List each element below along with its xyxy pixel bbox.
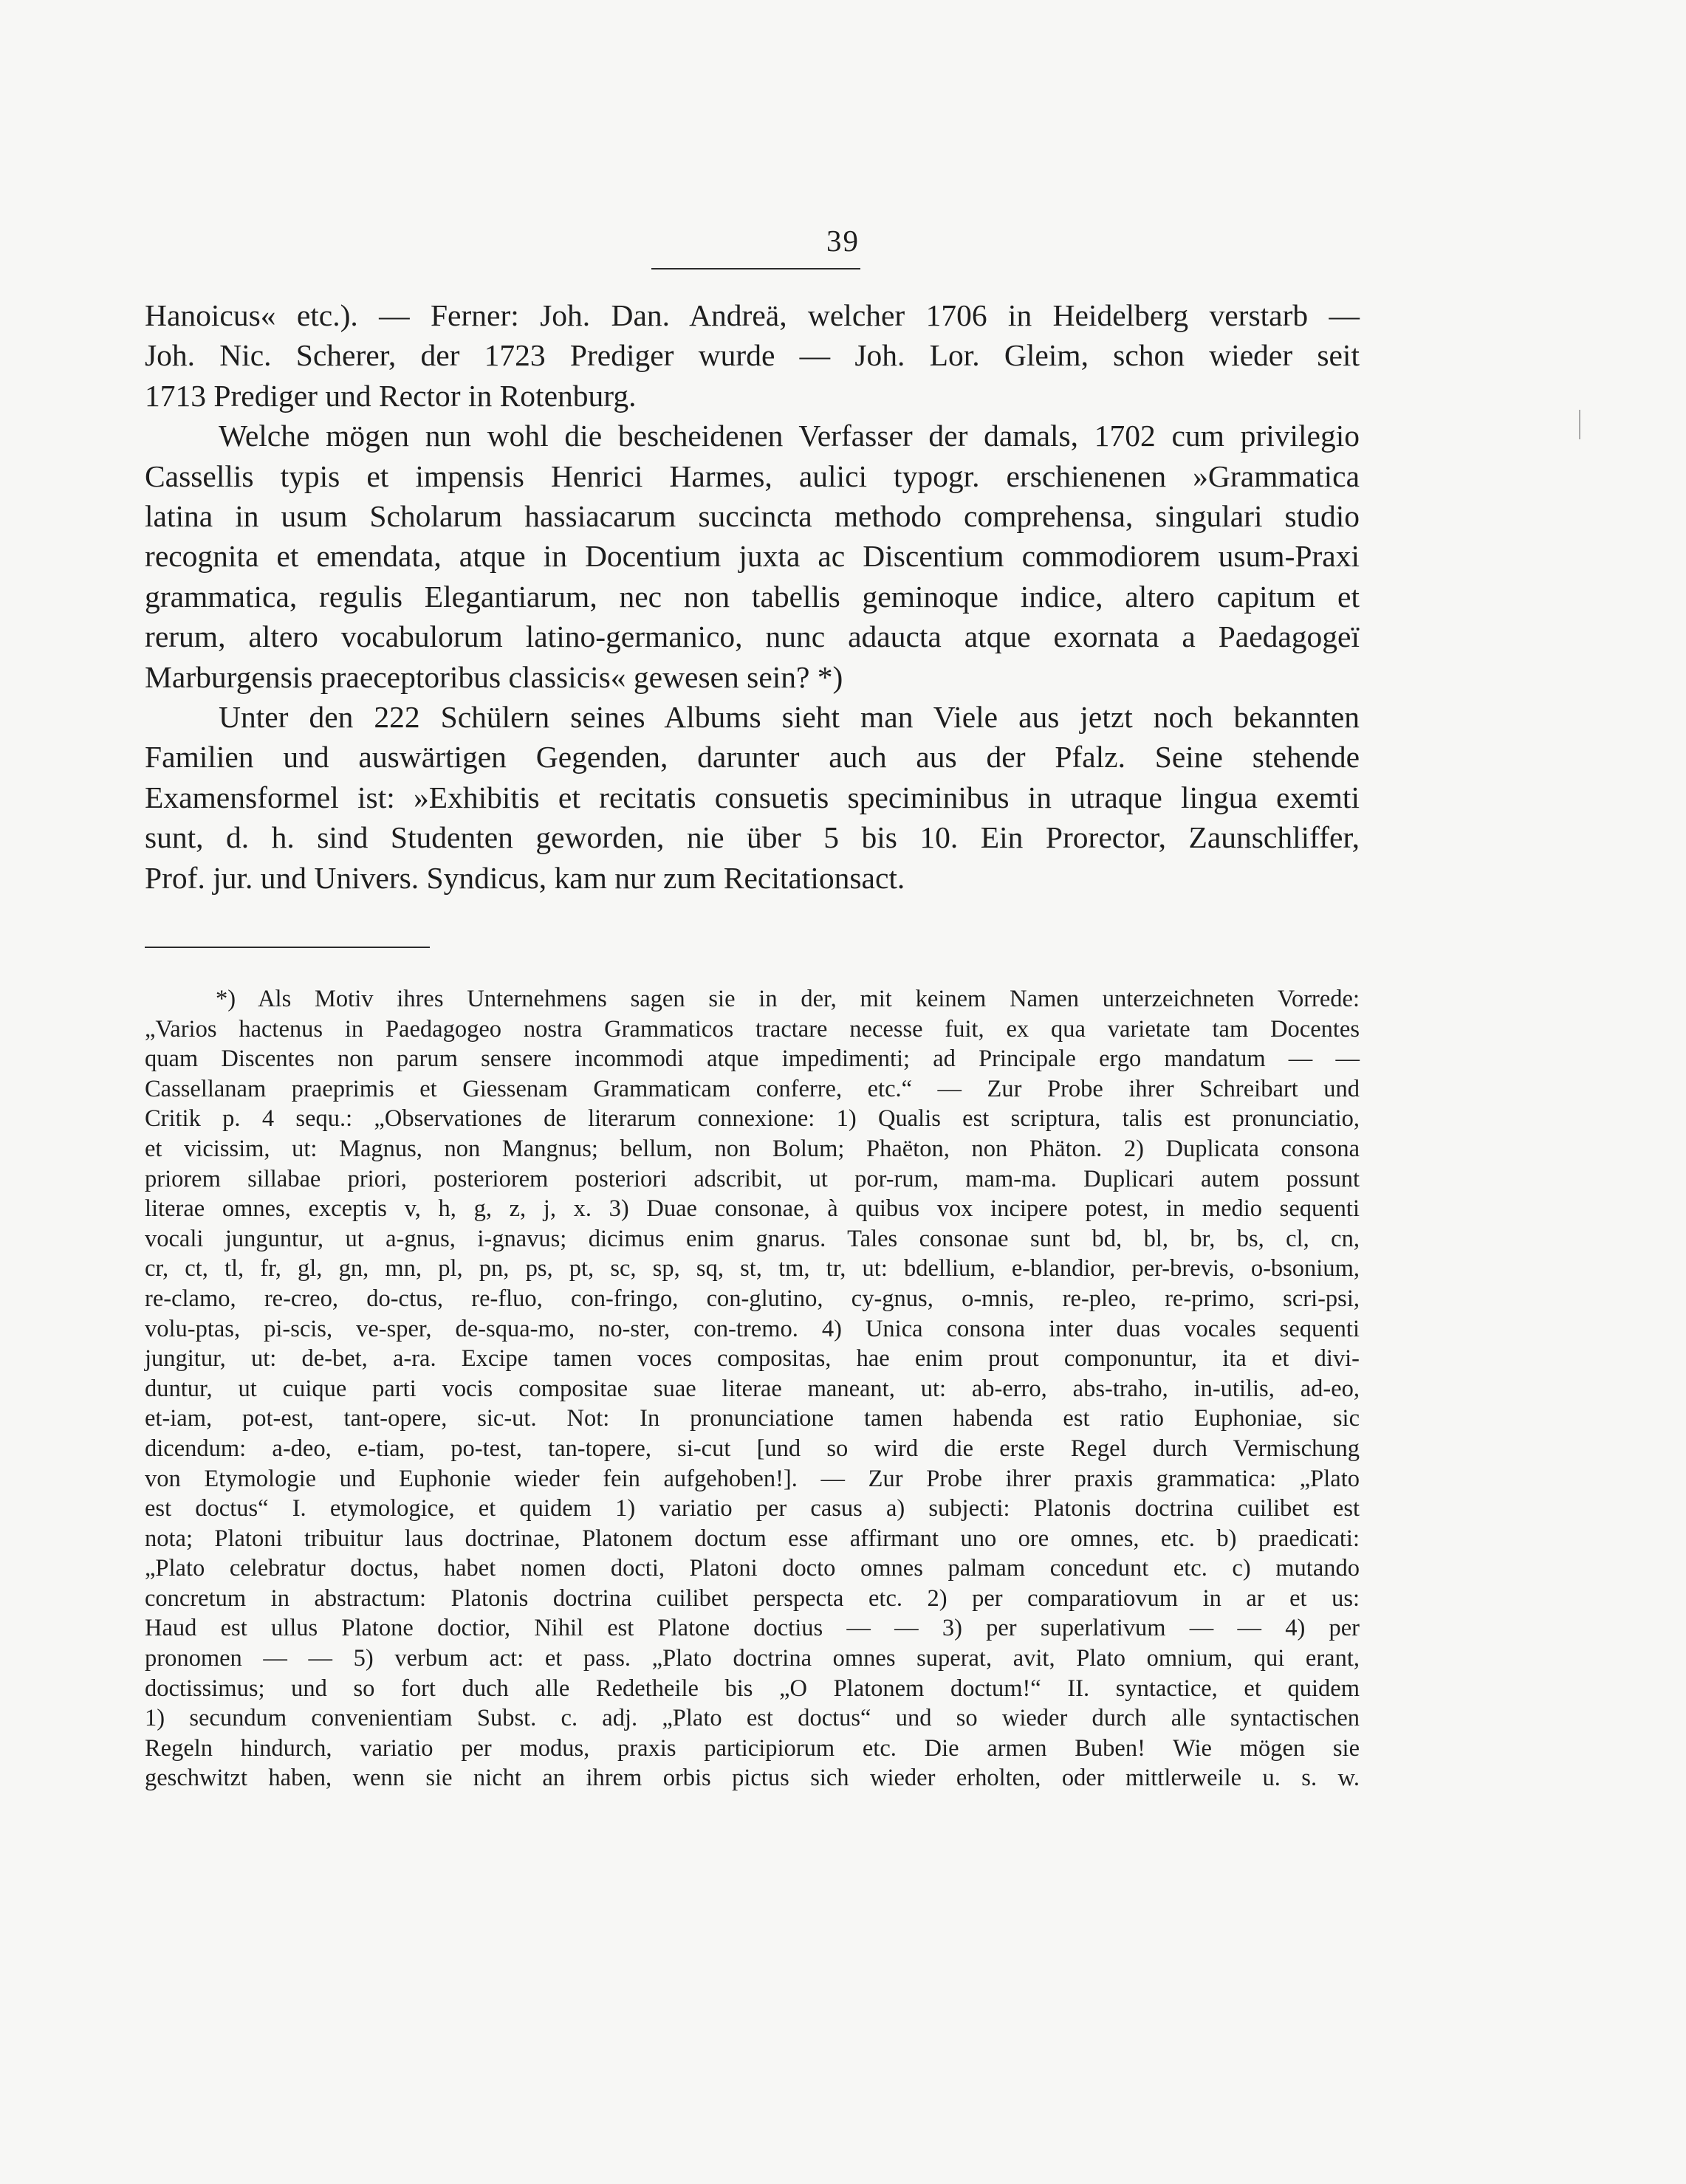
footnote-line: nota; Platoni tribuitur laus doctrinae, Platonem doctum esse affirmant uno ore omnes, etc. b) praedicati: bbox=[145, 1525, 1360, 1552]
page-number: 39 bbox=[826, 224, 860, 258]
main-line: Cassellis typis et impensis Henrici Harmes, aulici typogr. erschienenen »Grammatica bbox=[145, 459, 1360, 493]
footnote-line: volu-ptas, pi-scis, ve-sper, de-squa-mo, no-ster, con-tremo. 4) Unica consona inter duas vocales sequenti bbox=[145, 1315, 1360, 1342]
footnote-rule bbox=[145, 947, 430, 948]
footnote-line: Haud est ullus Platone doctior, Nihil est Platone doctius — — 3) per superlativum — — 4) per bbox=[145, 1615, 1360, 1642]
main-line: 1713 Prediger und Rector in Rotenburg. bbox=[145, 378, 637, 413]
footnote-line: quam Discentes non parum sensere incommodi atque impedimenti; ad Principale ergo mandatum — — bbox=[145, 1045, 1360, 1073]
footnote-line: von Etymologie und Euphonie wieder fein aufgehoben!]. — Zur Probe ihrer praxis grammatica: „Plato bbox=[145, 1465, 1360, 1492]
header-rule bbox=[651, 268, 860, 269]
main-line: sunt, d. h. sind Studenten geworden, nie über 5 bis 10. Ein Prorector, Zaunschliffer, bbox=[145, 820, 1360, 855]
footnote-line: duntur, ut cuique parti vocis compositae suae literae maneant, ut: ab-erro, abs-traho, in-utilis, ad-eo, bbox=[145, 1375, 1360, 1402]
footnote-line: literae omnes, exceptis v, h, g, z, j, x. 3) Duae consonae, à quibus vox incipere potest, in medio sequenti bbox=[145, 1195, 1360, 1223]
main-line: grammatica, regulis Elegantiarum, nec non tabellis geminoque indice, altero capitum et bbox=[145, 579, 1360, 614]
main-line: Examensformel ist: »Exhibitis et recitatis consuetis speciminibus in utraque lingua exemti bbox=[145, 780, 1360, 814]
footnote-line: „Plato celebratur doctus, habet nomen docti, Platoni docto omnes palmam concedunt etc. c) mutando bbox=[145, 1555, 1360, 1582]
main-line: Prof. jur. und Univers. Syndicus, kam nur zum Recitationsact. bbox=[145, 860, 905, 895]
main-line: recognita et emendata, atque in Docentium juxta ac Discentium commodiorem usum-Praxi bbox=[145, 539, 1360, 574]
footnote-line: *) Als Motiv ihres Unternehmens sagen sie in der, mit keinem Namen unterzeichneten Vorrede: bbox=[216, 986, 1360, 1012]
footnote-line: Critik p. 4 sequ.: „Observationes de literarum connexione: 1) Qualis est scriptura, talis est pronunciatio, bbox=[145, 1105, 1360, 1133]
footnote-line: doctissimus; und so fort duch alle Redetheile bis „O Platonem doctum!“ II. syntactice, et quidem bbox=[145, 1675, 1360, 1702]
footnote-line: „Varios hactenus in Paedagogeo nostra Grammaticos tractare necesse fuit, ex qua varietate tam Docentes bbox=[145, 1015, 1360, 1043]
footnote-line: et-iam, pot-est, tant-opere, sic-ut. Not: In pronunciatione tamen habenda est ratio Euphoniae, sic bbox=[145, 1405, 1360, 1432]
main-line: Welche mögen nun wohl die bescheidenen Verfasser der damals, 1702 cum privilegio bbox=[219, 419, 1360, 453]
main-text bbox=[145, 295, 1360, 898]
footnote-line: geschwitzt haben, wenn sie nicht an ihrem orbis pictus sich wieder erholten, oder mittlerweile u. s. w. bbox=[145, 1765, 1360, 1792]
main-line: Marburgensis praeceptoribus classicis« gewesen sein? *) bbox=[145, 659, 843, 694]
footnote-line: Cassellanam praeprimis et Giessenam Grammaticam conferre, etc.“ — Zur Probe ihrer Schreibart und bbox=[145, 1075, 1360, 1102]
main-line: Familien und auswärtigen Gegenden, darunter auch aus der Pfalz. Seine stehende bbox=[145, 740, 1360, 775]
main-line: rerum, altero vocabulorum latino-germanico, nunc adaucta atque exornata a Paedagogeï bbox=[145, 619, 1360, 654]
main-line: Hanoicus« etc.). — Ferner: Joh. Dan. Andreä, welcher 1706 in Heidelberg verstarb — bbox=[145, 298, 1360, 332]
footnote-line: est doctus“ I. etymologice, et quidem 1) variatio per casus a) subjecti: Platonis doctrina cuilibet est bbox=[145, 1495, 1360, 1522]
footnote-line: Regeln hindurch, variatio per modus, praxis participiorum etc. Die armen Buben! Wie mögen sie bbox=[145, 1734, 1360, 1762]
footnote bbox=[145, 984, 1360, 1793]
footnote-line: 1) secundum convenientiam Subst. c. adj. „Plato est doctus“ und so wieder durch alle syntactischen bbox=[145, 1705, 1360, 1732]
footnote-line: cr, ct, tl, fr, gl, gn, mn, pl, pn, ps, pt, sc, sp, sq, st, tm, tr, ut: bdellium, e-blandior, per-brevis, o-bsonium, bbox=[145, 1255, 1360, 1282]
footnote-line: re-clamo, re-creo, do-ctus, re-fluo, con-fringo, con-glutino, cy-gnus, o-mnis, re-pleo, re-primo, scri-psi, bbox=[145, 1285, 1360, 1312]
footnote-line: priorem sillabae priori, posteriorem posteriori adscribit, ut por-rum, mam-ma. Duplicari autem possunt bbox=[145, 1165, 1360, 1192]
main-line: Unter den 222 Schülern seines Albums sieht man Viele aus jetzt noch bekannten bbox=[219, 700, 1360, 735]
footnote-line: pronomen — — 5) verbum act: et pass. „Plato doctrina omnes superat, avit, Plato omnium, qui erant, bbox=[145, 1645, 1360, 1672]
margin-mark bbox=[1579, 410, 1580, 439]
footnote-line: jungitur, ut: de-bet, a-ra. Excipe tamen voces compositas, hae enim prout componuntur, ita et divi- bbox=[145, 1345, 1360, 1373]
footnote-line: et vicissim, ut: Magnus, non Mangnus; bellum, non Bolum; Phaëton, non Phäton. 2) Duplicata consona bbox=[145, 1135, 1360, 1162]
footnote-line: vocali junguntur, ut a-gnus, i-gnavus; dicimus enim gnarus. Tales consonae sunt bd, bl, br, bs, cl, cn, bbox=[145, 1225, 1360, 1252]
main-line: latina in usum Scholarum hassiacarum succincta methodo comprehensa, singulari studio bbox=[145, 499, 1360, 534]
main-line: Joh. Nic. Scherer, der 1723 Prediger wurde — Joh. Lor. Gleim, schon wieder seit bbox=[145, 338, 1360, 373]
footnote-line: concretum in abstractum: Platonis doctrina cuilibet perspecta etc. 2) per comparatiovum in ar et us: bbox=[145, 1584, 1360, 1612]
footnote-line: dicendum: a-deo, e-tiam, po-test, tan-topere, si-cut [und so wird die erste Regel durch Vermischung bbox=[145, 1435, 1360, 1462]
